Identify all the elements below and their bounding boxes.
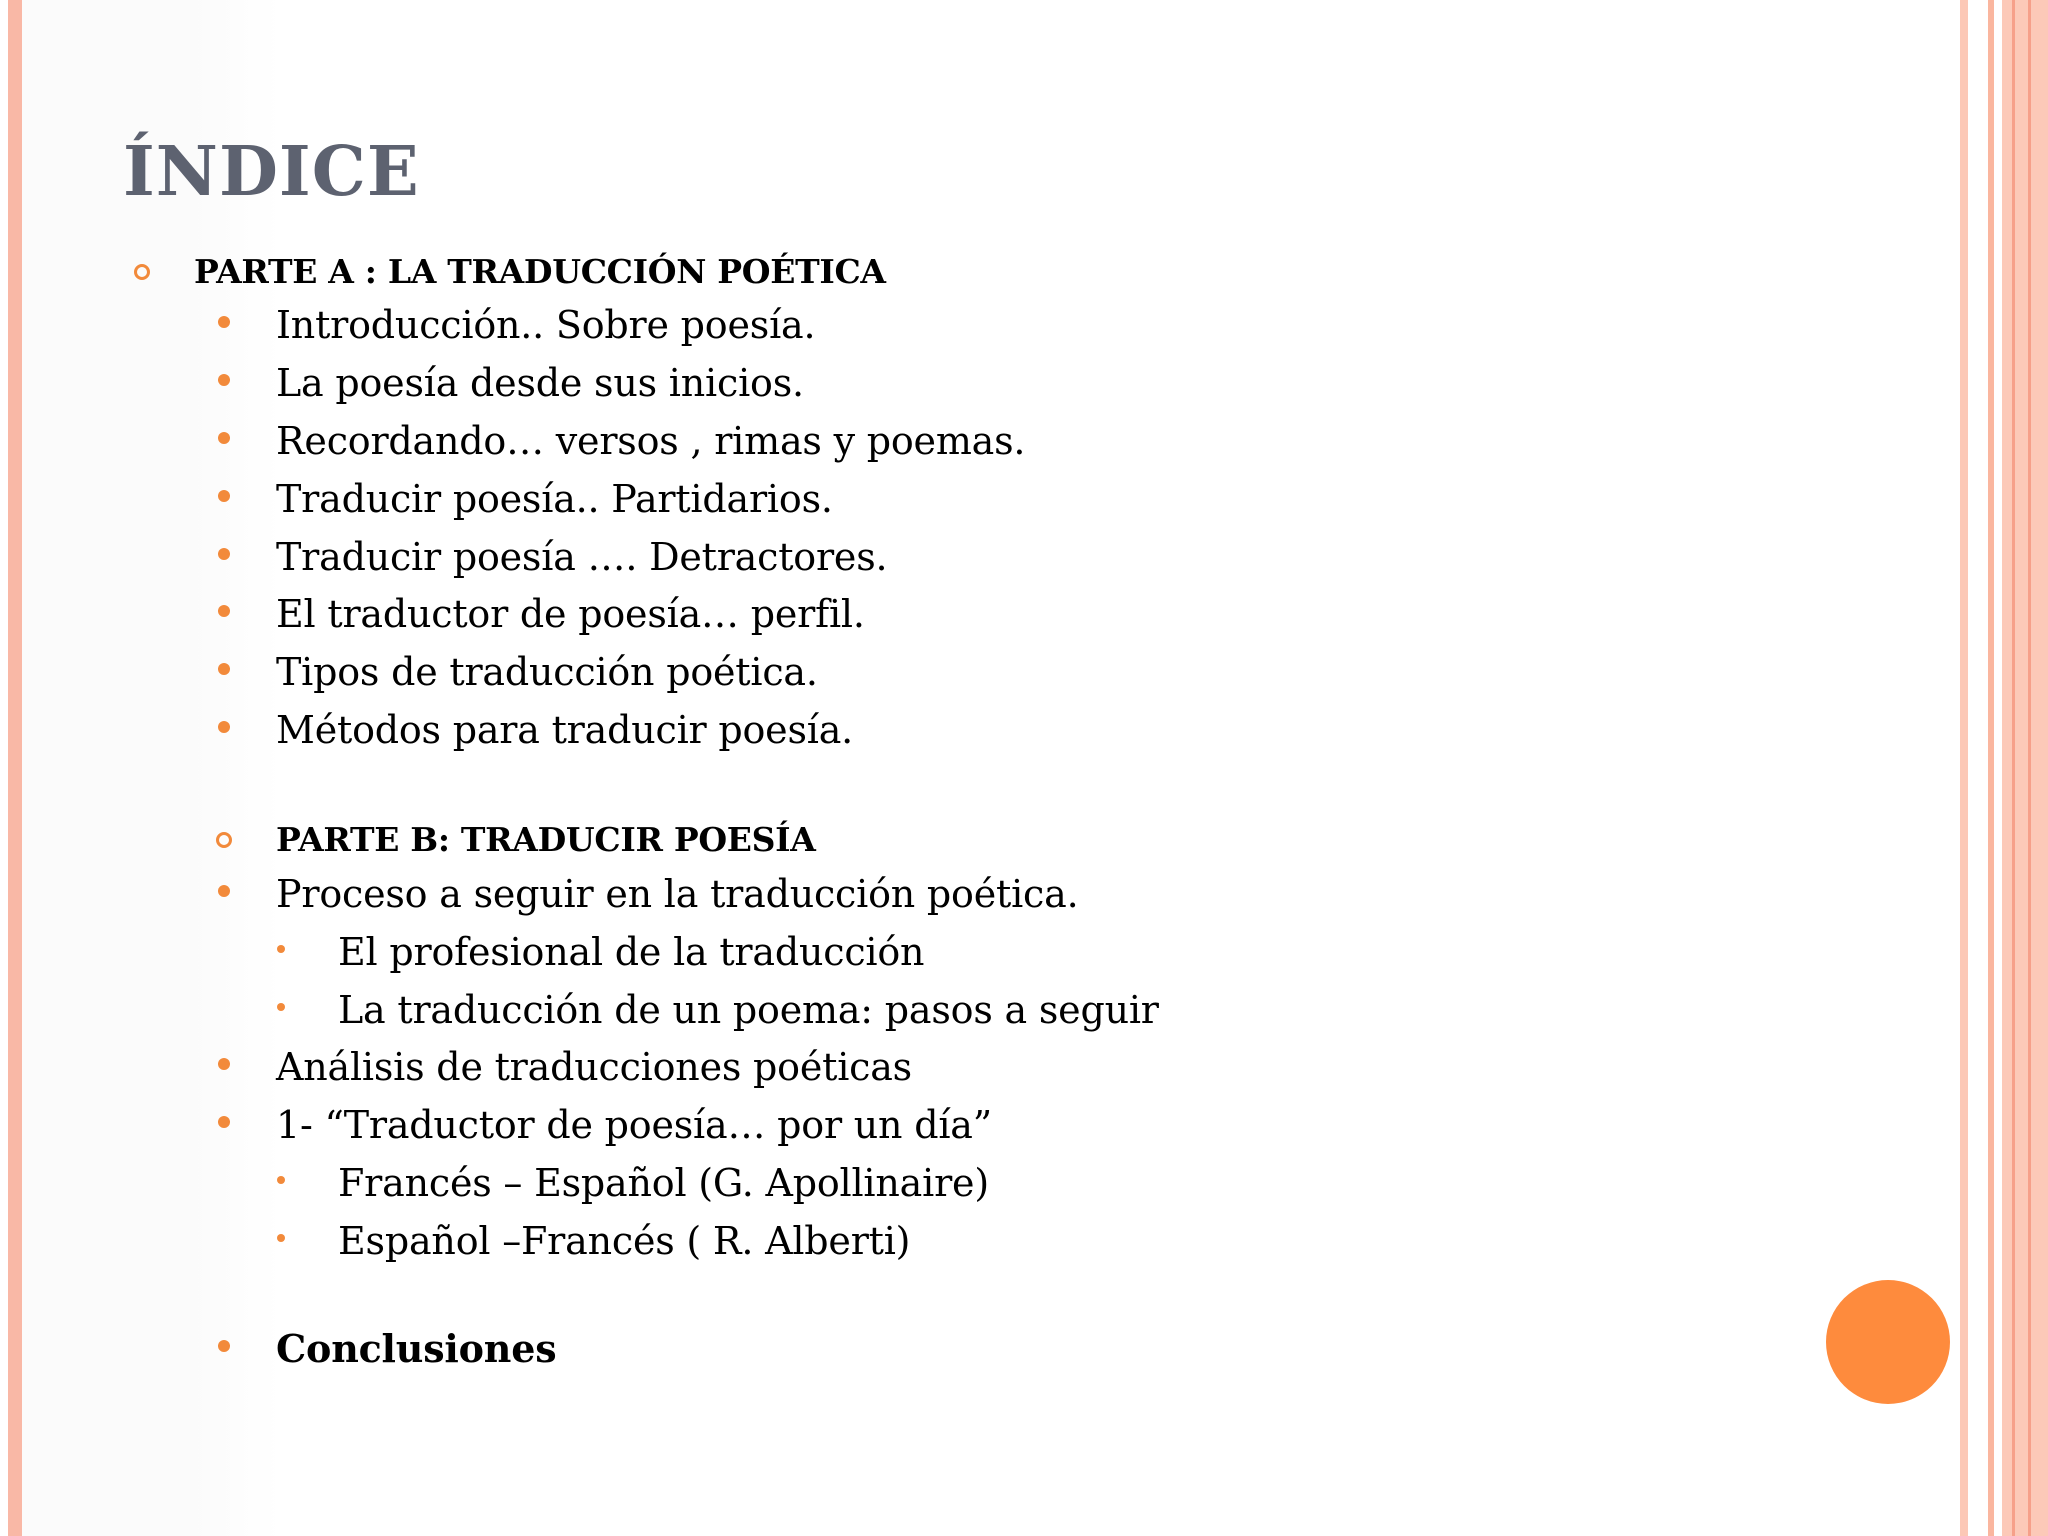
part-a-item: La poesía desde sus inicios. bbox=[276, 361, 804, 405]
bullet-dot-icon bbox=[218, 548, 230, 560]
sub-bullet-dot-icon bbox=[277, 945, 285, 953]
sub-bullet-dot-icon bbox=[277, 1176, 285, 1184]
ring-bullet-icon bbox=[134, 264, 150, 280]
bullet-dot-icon bbox=[218, 885, 230, 897]
part-b-item: Proceso a seguir en la traducción poética. bbox=[276, 872, 1079, 916]
bullet-dot-icon bbox=[218, 663, 230, 675]
part-a-item: Traducir poesía …. Detractores. bbox=[276, 535, 888, 579]
sub-bullet-dot-icon bbox=[277, 1003, 285, 1011]
part-b-item: 1- “Traductor de poesía… por un día” bbox=[276, 1103, 992, 1147]
part-b-heading: PARTE B: TRADUCIR POESÍA bbox=[276, 820, 816, 859]
part-a-item: Tipos de traducción poética. bbox=[276, 650, 818, 694]
part-a-item: El traductor de poesía… perfil. bbox=[276, 592, 865, 636]
bullet-dot-icon bbox=[218, 374, 230, 386]
part-b-subitem: Español –Francés ( R. Alberti) bbox=[338, 1219, 911, 1263]
right-decorative-stripe bbox=[1994, 0, 2002, 1536]
ring-bullet-icon bbox=[216, 832, 232, 848]
right-decorative-stripe bbox=[2028, 0, 2031, 1536]
bullet-dot-icon bbox=[218, 1340, 230, 1352]
part-a-item: Introducción.. Sobre poesía. bbox=[276, 303, 816, 347]
part-b-item: Análisis de traducciones poéticas bbox=[276, 1045, 912, 1089]
right-decorative-stripe bbox=[1960, 0, 1968, 1536]
bullet-dot-icon bbox=[218, 1116, 230, 1128]
left-decorative-stripe bbox=[8, 0, 22, 1536]
right-decorative-stripe bbox=[2002, 0, 2048, 1536]
right-decorative-stripe bbox=[1968, 0, 1988, 1536]
conclusion-item: Conclusiones bbox=[276, 1326, 557, 1371]
bullet-dot-icon bbox=[218, 316, 230, 328]
bullet-dot-icon bbox=[218, 1058, 230, 1070]
slide-title: ÍNDICE bbox=[123, 132, 420, 212]
part-b-subitem: Francés – Español (G. Apollinaire) bbox=[338, 1161, 989, 1205]
right-decorative-stripe bbox=[2012, 0, 2015, 1536]
part-b-subitem: La traducción de un poema: pasos a seguir bbox=[338, 988, 1159, 1032]
content-background bbox=[22, 0, 1960, 1536]
bullet-dot-icon bbox=[218, 605, 230, 617]
bullet-dot-icon bbox=[218, 490, 230, 502]
decorative-orange-circle bbox=[1826, 1280, 1950, 1404]
bullet-dot-icon bbox=[218, 721, 230, 733]
part-a-item: Recordando… versos , rimas y poemas. bbox=[276, 419, 1026, 463]
part-a-item: Traducir poesía.. Partidarios. bbox=[276, 477, 833, 521]
part-a-heading: PARTE A : LA TRADUCCIÓN POÉTICA bbox=[194, 252, 886, 291]
part-a-item: Métodos para traducir poesía. bbox=[276, 708, 854, 752]
part-b-subitem: El profesional de la traducción bbox=[338, 930, 925, 974]
sub-bullet-dot-icon bbox=[277, 1234, 285, 1242]
bullet-dot-icon bbox=[218, 432, 230, 444]
